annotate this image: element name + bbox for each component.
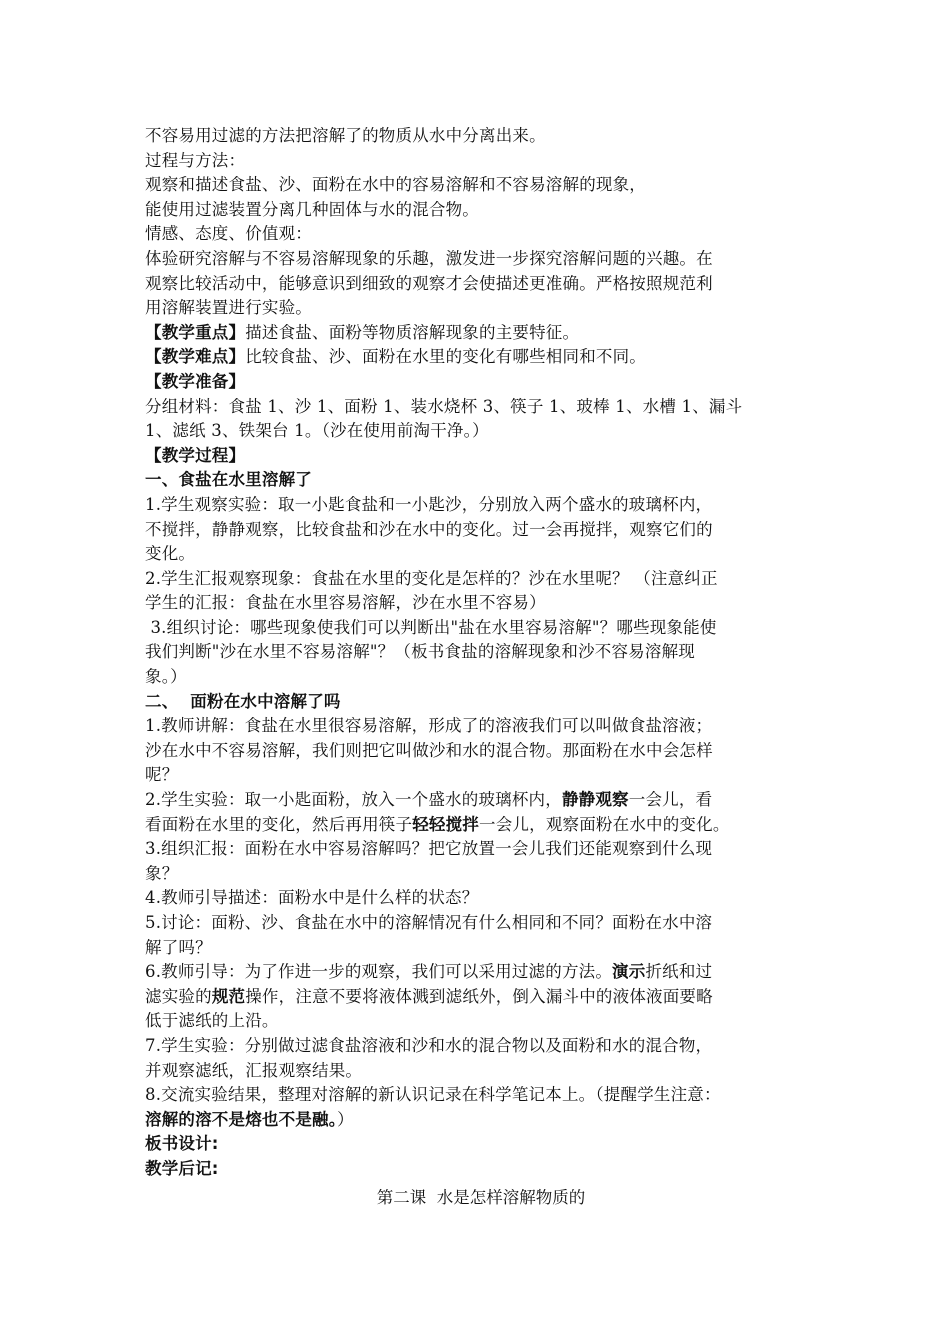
section2-line: 8.交流实验结果，整理对溶解的新认识记录在科学笔记本上。（提醒学生注意： — [145, 1085, 721, 1105]
section2-line — [145, 788, 817, 813]
text-line: 体验研究溶解与不容易溶解现象的乐趣，激发进一步探究溶解问题的兴趣。在 — [145, 248, 713, 268]
section1-line: 不搅拌，静静观察，比较食盐和沙在水中的变化。过一会再搅拌，观察它们的 — [145, 519, 713, 539]
text-line: 用溶解装置进行实验。 — [145, 298, 312, 318]
section1-heading: 一、食盐在水里溶解了 — [145, 470, 312, 490]
text-line: 不容易用过滤的方法把溶解了的物质从水中分离出来。 — [145, 126, 546, 145]
section1-line: 1.学生观察实验：取一小匙食盐和一小匙沙，分别放入两个盛水的玻璃杯内， — [145, 494, 713, 514]
key-point-line — [145, 321, 817, 346]
next-lesson-title: 第二课 水是怎样溶解物质的 — [376, 1187, 586, 1207]
key-point-text: 描述食盐、面粉等物质溶解现象的主要特征。 — [245, 322, 580, 342]
text-span: 滤实验的 — [145, 986, 212, 1006]
section2-line: 4.教师引导描述：面粉水中是什么样的状态？ — [145, 888, 479, 908]
section2-heading: 二、 面粉在水中溶解了吗 — [145, 691, 341, 711]
section1-line: 我们判断"沙在水里不容易溶解"？（板书食盐的溶解现象和沙不容易溶解现 — [145, 642, 695, 662]
section2-line: 低于滤纸的上沿。 — [145, 1011, 279, 1031]
prep-line: 分组材料：食盐 1、沙 1、面粉 1、装水烧杯 3、筷子 1、玻棒 1、水槽 1、漏斗 — [145, 396, 743, 416]
section2-line: 沙在水中不容易溶解，我们则把它叫做沙和水的混合物。那面粉在水中会怎样 — [145, 740, 713, 760]
prep-heading: 【教学准备】 — [145, 371, 246, 391]
text-line: 观察比较活动中，能够意识到细致的观察才会使描述更准确。严格按照规范利 — [145, 273, 713, 293]
emphasis-text: 规范 — [211, 986, 246, 1006]
section2-line: 1.教师讲解：食盐在水里很容易溶解，形成了的溶液我们可以叫做食盐溶液； — [145, 716, 713, 736]
text-span: 一会儿，看 — [628, 790, 713, 810]
post-notes-label: 教学后记: — [145, 1158, 219, 1178]
text-line: 能使用过滤装置分离几种固体与水的混合物。 — [145, 199, 479, 219]
process-heading: 【教学过程】 — [145, 445, 246, 465]
emphasis-text: 演示 — [612, 962, 646, 982]
text-span: 看面粉在水里的变化，然后再用筷子 — [145, 814, 413, 834]
difficulty-line — [145, 345, 817, 370]
section1-line: 3.组织讨论：哪些现象使我们可以判断出"盐在水里容易溶解"？哪些现象能使 — [145, 617, 717, 637]
section2-line: 解了吗？ — [145, 937, 212, 957]
section2-line: 5.讨论：面粉、沙、食盐在水中的溶解情况有什么相同和不同？面粉在水中溶 — [145, 913, 713, 932]
section2-line — [145, 813, 817, 838]
text-line: 观察和描述食盐、沙、面粉在水中的容易溶解和不容易溶解的现象， — [145, 175, 646, 195]
text-span: 操作，注意不要将液体溅到滤纸外，倒入漏斗中的液体液面要略 — [245, 986, 713, 1006]
emphasis-text: 溶解的溶不是熔也不是融。 — [145, 1109, 338, 1129]
document-page — [145, 124, 817, 1210]
text-span: ） — [337, 1109, 354, 1129]
section1-line: 象。） — [145, 667, 187, 687]
text-span: 6.教师引导：为了作进一步的观察，我们可以采用过滤的方法。 — [145, 962, 613, 982]
emphasis-text: 轻轻搅拌 — [412, 814, 480, 834]
text-span: 折纸和过 — [645, 962, 713, 982]
emphasis-text: 静静观察 — [561, 790, 629, 810]
prep-line: 1、滤纸 3、铁架台 1。（沙在使用前淘干净。） — [145, 421, 489, 441]
difficulty-label: 【教学难点】 — [145, 347, 246, 367]
section2-line: 7.学生实验：分别做过滤食盐溶液和沙和水的混合物以及面粉和水的混合物， — [145, 1035, 713, 1055]
section2-line — [145, 960, 817, 985]
text-line: 过程与方法： — [145, 150, 246, 170]
key-point-label: 【教学重点】 — [145, 322, 246, 342]
section2-line: 象？ — [145, 863, 179, 883]
text-span: 2.学生实验：取一小匙面粉，放入一个盛水的玻璃杯内， — [145, 790, 562, 810]
section1-line: 变化。 — [145, 544, 196, 564]
section1-line: 学生的汇报：食盐在水里容易溶解，沙在水里不容易） — [145, 593, 546, 613]
section2-line: 3.组织汇报：面粉在水中容易溶解吗？把它放置一会儿我们还能观察到什么现 — [145, 839, 713, 859]
section2-line — [145, 985, 817, 1010]
section2-line — [145, 1108, 817, 1133]
section2-line: 呢？ — [145, 765, 179, 785]
board-design-label: 板书设计: — [145, 1134, 219, 1154]
text-span: 一会儿，观察面粉在水中的变化。 — [479, 814, 730, 834]
difficulty-text: 比较食盐、沙、面粉在水里的变化有哪些相同和不同。 — [245, 347, 647, 367]
section1-line: 2.学生汇报观察现象：食盐在水里的变化是怎样的？沙在水里呢？ （注意纠正 — [145, 568, 718, 588]
section2-line: 并观察滤纸，汇报观察结果。 — [145, 1060, 363, 1080]
text-line: 情感、态度、价值观： — [145, 224, 312, 244]
